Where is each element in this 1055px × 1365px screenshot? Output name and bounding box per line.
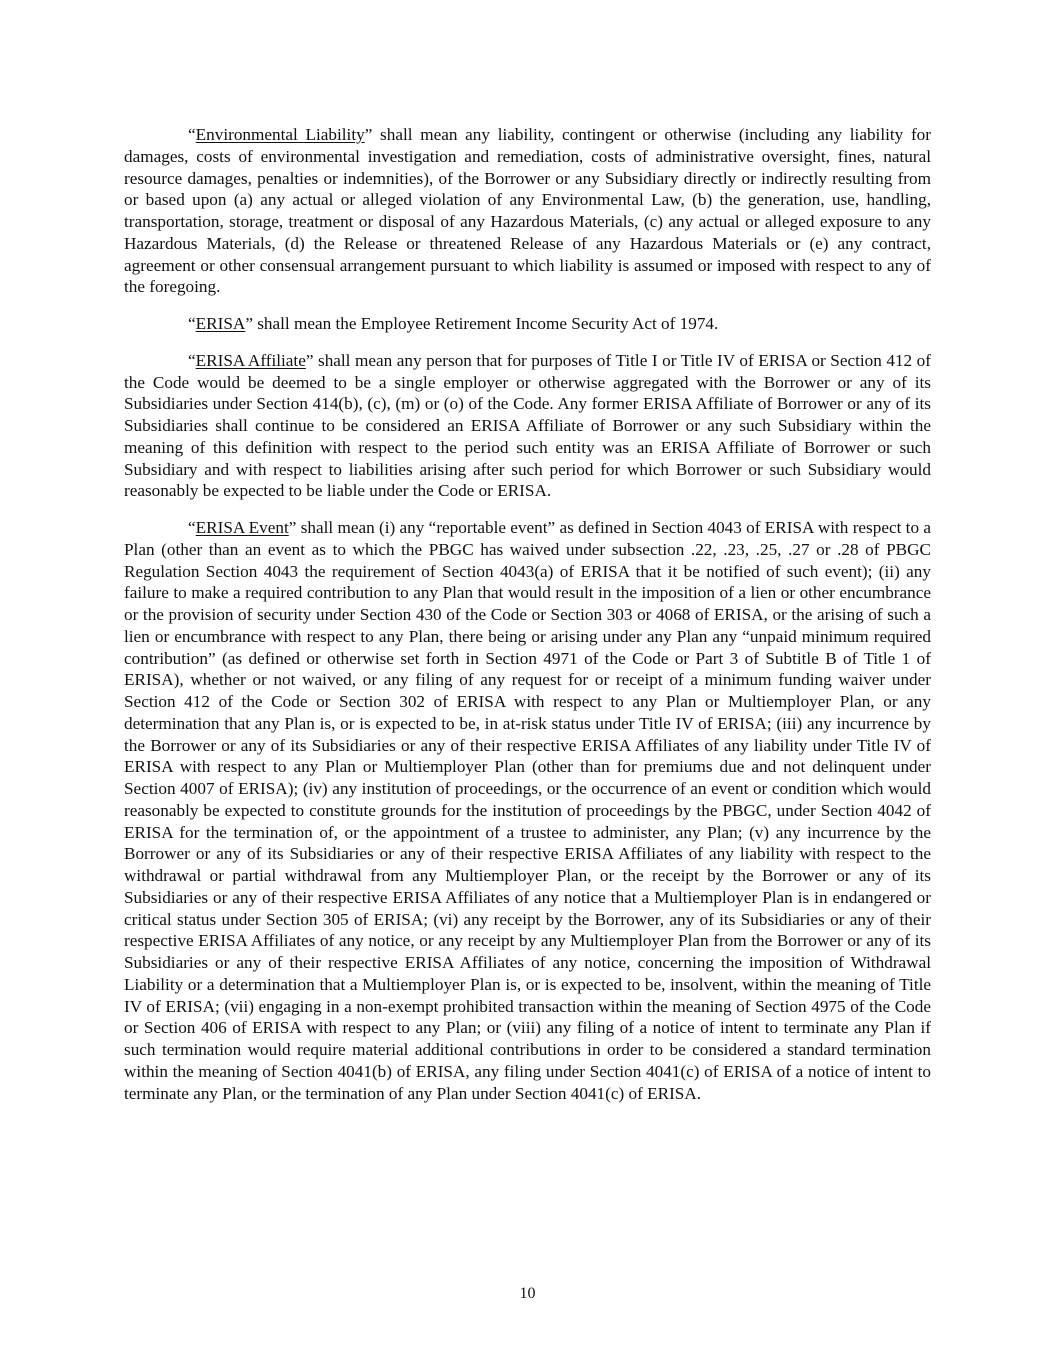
definition-erisa (124, 313, 931, 335)
defined-term: ERISA Event (195, 518, 289, 537)
definition-text: ” shall mean any liability, contingent or otherwise (including any liability for damages, costs of environmental investigation and remediation, costs of administrative oversight, fines, natural resource damages, penalties or indemnities), of the Borrower or any Subsidiary directly or indirectly resulting from or based upon (a) any actual or alleged violation of any Environmental Law, (b) the generation, use, handling, transportation, storage, treatment or disposal of any Hazardous Materials, (c) any actual or alleged exposure to any Hazardous Materials, (d) the Release or threatened Release of any Hazardous Materials or (e) any contract, agreement or other consensual arrangement pursuant to which liability is assumed or imposed with respect to any of the foregoing. (124, 125, 932, 297)
definition-text: ” shall mean the Employee Retirement Income Security Act of 1974. (245, 314, 719, 333)
document-page (124, 124, 931, 1119)
open-quote: “ (188, 314, 196, 333)
definition-text: ” shall mean (i) any “reportable event” as defined in Section 4043 of ERISA with respect to a Plan (other than an event as to which the PBGC has waived under subsection .22, .23, .25, .27 or .28 of PBGC Regulation Section 4043 the requirement of Section 4043(a) of ERISA that it be notified of such event); (ii) any failure to make a required contribution to any Plan that would result in the imposition of a lien or other encumbrance or the provision of security under Section 430 of the Code or Section 303 or 4068 of ERISA, or the arising of such a lien or encumbrance with respect to any Plan, there being or arising under any Plan any “unpaid minimum required contribution” (as defined or otherwise set forth in Section 4971 of the Code or Part 3 of Subtitle B of Title 1 of ERISA), whether or not waived, or any filing of any request for or receipt of a minimum funding waiver under Section 412 of the Code or Section 302 of ERISA with respect to any Plan or Multiemployer Plan, or any determination that any Plan is, or is expected to be, in at-risk status under Title IV of ERISA; (iii) any incurrence by the Borrower or any of its Subsidiaries or any of their respective ERISA Affiliates of any liability under Title IV of ERISA with respect to any Plan or Multiemployer Plan (other than for premiums due and not delinquent under Section 4007 of ERISA); (iv) any institution of proceedings, or the occurrence of an event or condition which would reasonably be expected to constitute grounds for the institution of proceedings by the PBGC, under Section 4042 of ERISA for the termination of, or the appointment of a trustee to administer, any Plan; (v) any incurrence by the Borrower or any of its Subsidiaries or any of their respective ERISA Affiliates of any liability with respect to the withdrawal or partial withdrawal from any Multiemployer Plan, or the receipt by the Borrower or any of its Subsidiaries or any of their respective ERISA Affiliates of any notice that a Multiemployer Plan is in endangered or critical status under Section 305 of ERISA; (vi) any receipt by the Borrower, any of its Subsidiaries or any of their respective ERISA Affiliates of any notice, or any receipt by any Multiemployer Plan from the Borrower or any of its Subsidiaries or any of their respective ERISA Affiliates of any notice, concerning the imposition of Withdrawal Liability or a determination that a Multiemployer Plan is, or is expected to be, insolvent, within the meaning of Title IV of ERISA; (vii) engaging in a non-exempt prohibited transaction within the meaning of Section 4975 of the Code or Section 406 of ERISA with respect to any Plan; or (viii) any filing of a notice of intent to terminate any Plan if such termination would require material additional contributions in order to be considered a standard termination within the meaning of Section 4041(b) of ERISA, any filing under Section 4041(c) of ERISA of a notice of intent to terminate any Plan, or the termination of any Plan under Section 4041(c) of ERISA. (124, 518, 931, 1103)
defined-term: ERISA (195, 314, 246, 333)
open-quote: “ (188, 125, 196, 144)
definition-text: ” shall mean any person that for purposes of Title I or Title IV of ERISA or Section 412 of the Code would be deemed to be a single employer or otherwise aggregated with the Borrower or any of its Subsidiaries under Section 414(b), (c), (m) or (o) of the Code. Any former ERISA Affiliate of Borrower or any of its Subsidiaries shall continue to be considered an ERISA Affiliate of Borrower or any such Subsidiary within the meaning of this definition with respect to the period such entity was an ERISA Affiliate of Borrower or such Subsidiary and with respect to liabilities arising after such period for which Borrower or such Subsidiary would reasonably be expected to be liable under the Code or ERISA. (124, 350, 931, 501)
definition-erisa-event (124, 517, 931, 1104)
open-quote: “ (188, 518, 196, 537)
defined-term: Environmental Liability (195, 125, 365, 144)
definition-erisa-affiliate (124, 350, 931, 502)
definition-environmental-liability (124, 124, 931, 298)
page-number: 10 (519, 1285, 536, 1302)
open-quote: “ (188, 350, 196, 370)
defined-term: ERISA Affiliate (195, 350, 306, 370)
